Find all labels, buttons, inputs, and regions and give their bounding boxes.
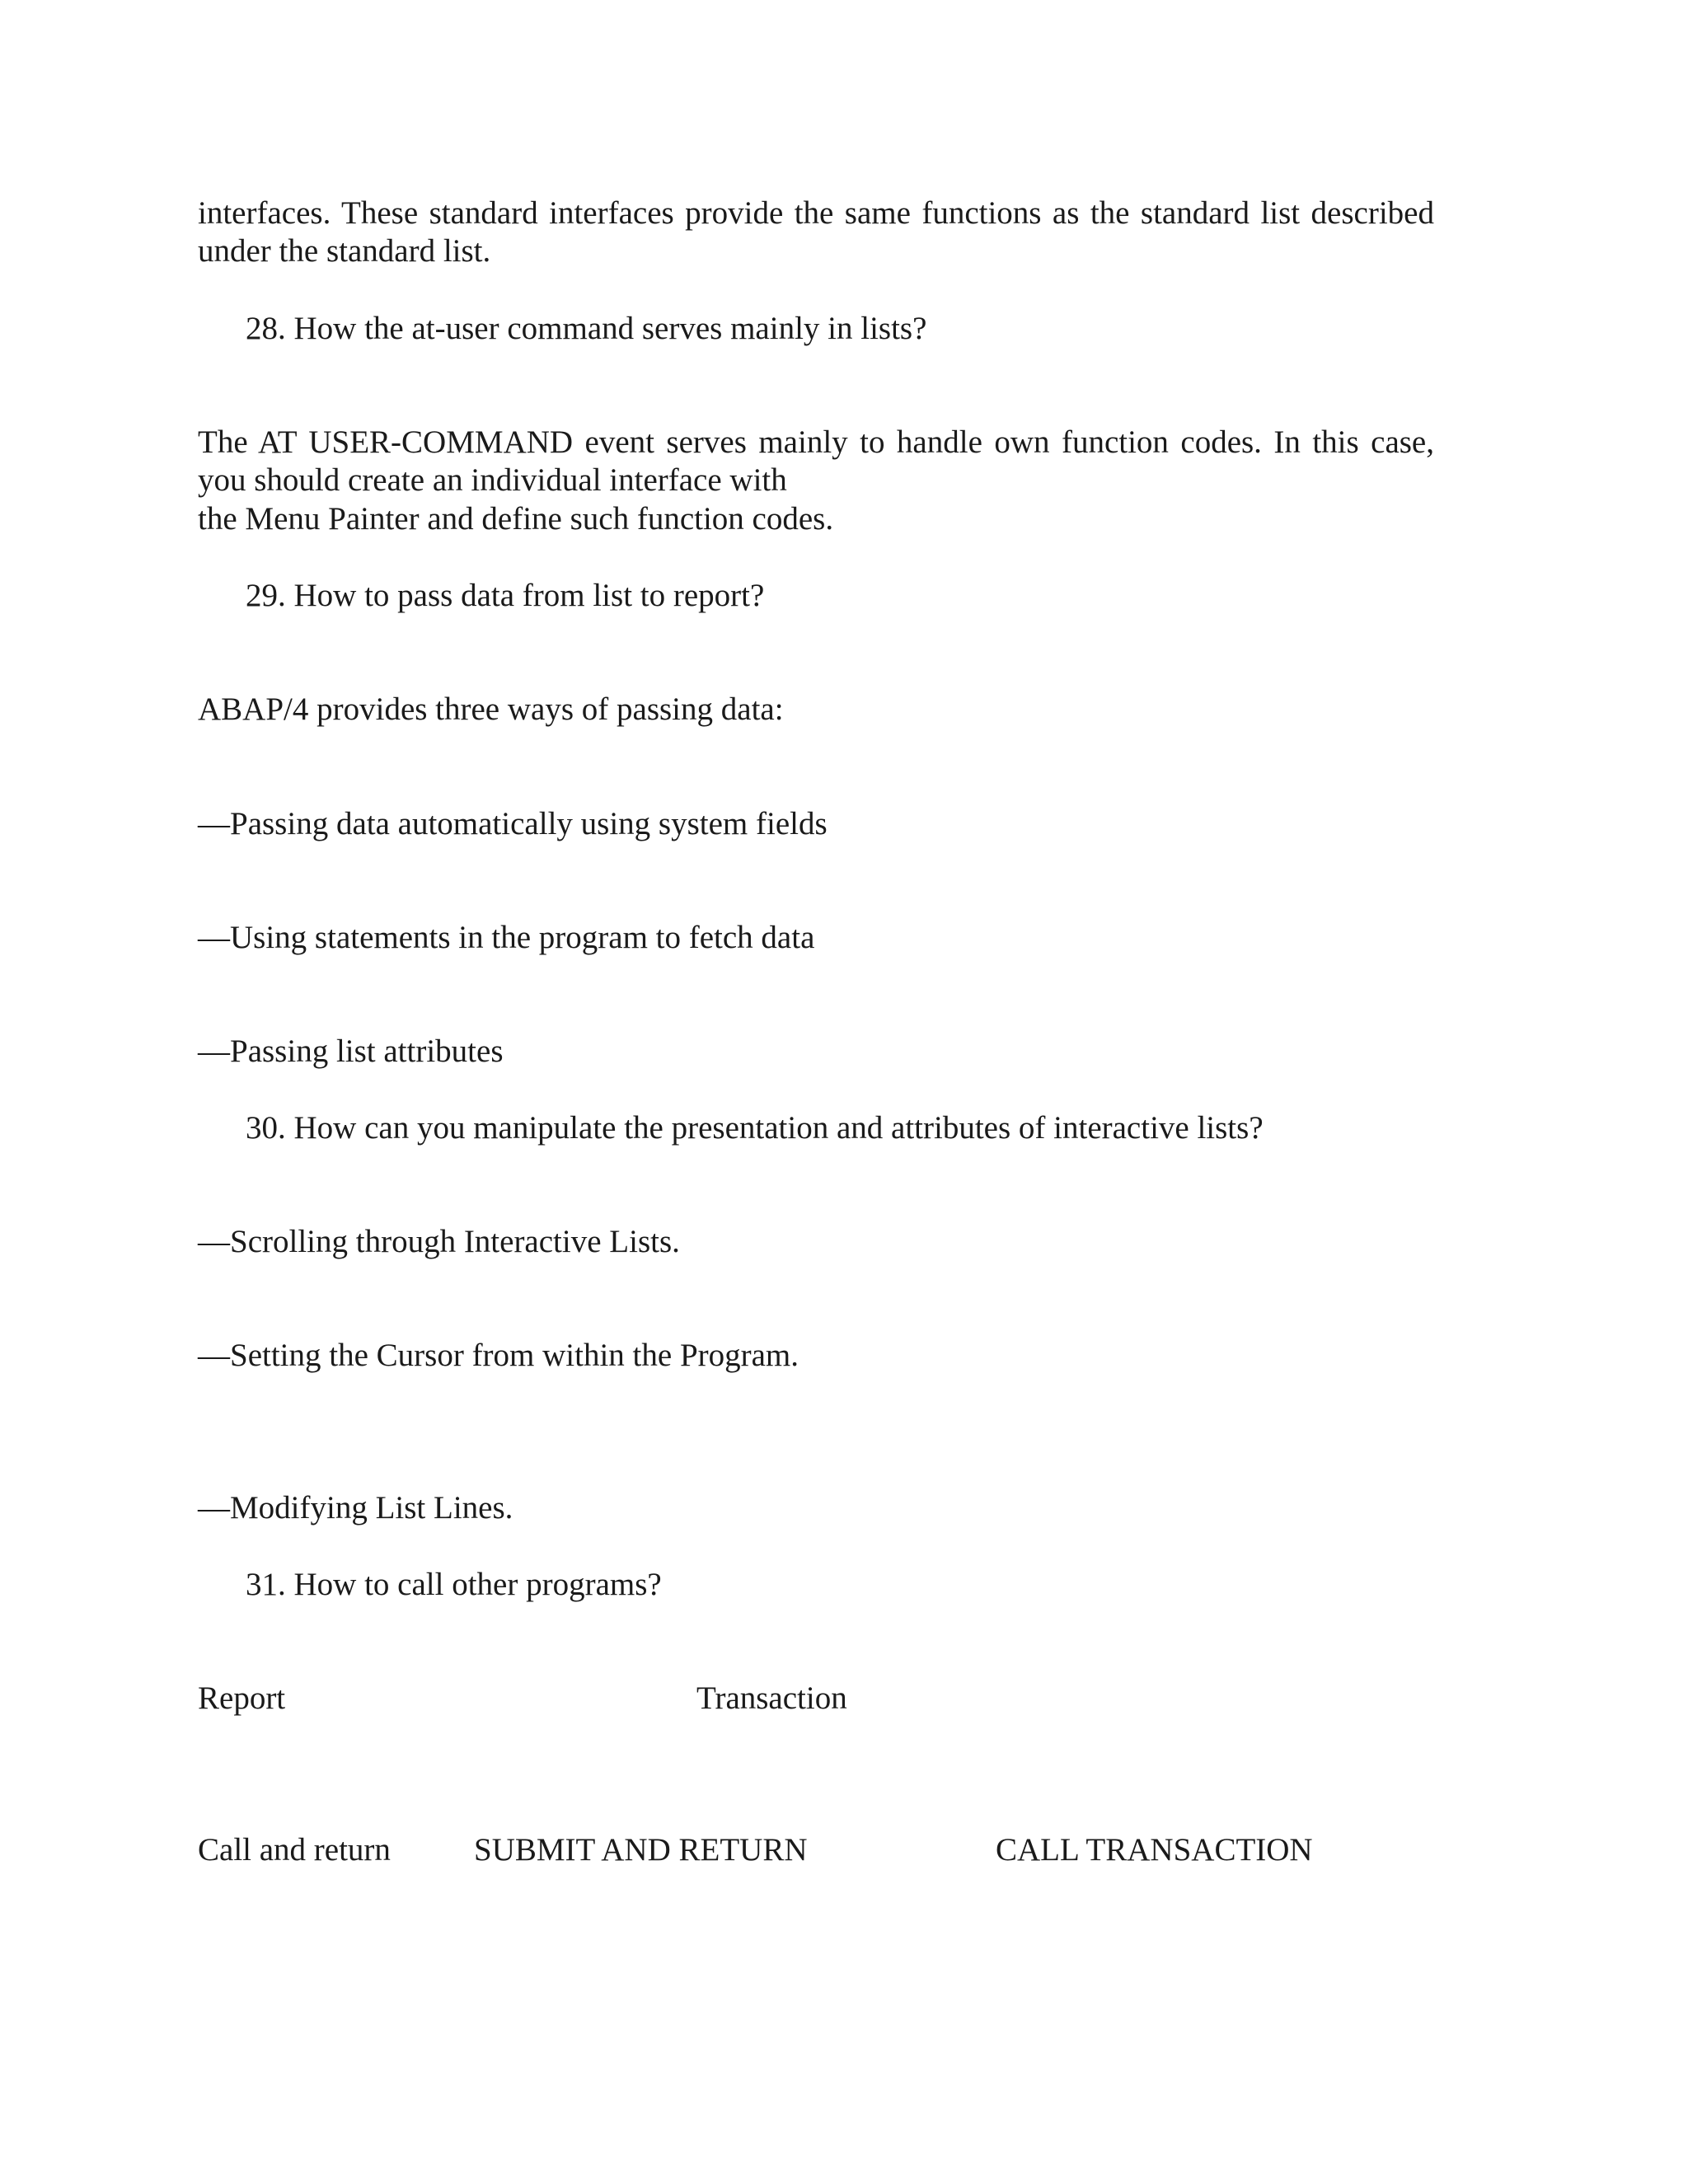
list-item: —Scrolling through Interactive Lists.: [198, 1224, 680, 1259]
question-29: 29. How to pass data from list to report?: [246, 578, 765, 613]
list-item: —Passing list attributes: [198, 1033, 504, 1069]
list-item: —Modifying List Lines.: [198, 1490, 513, 1526]
answer-29-intro: ABAP/4 provides three ways of passing data:: [198, 691, 784, 727]
table-cell-call-and-return: Call and return: [198, 1832, 391, 1868]
question-30: 30. How can you manipulate the presentation and attributes of interactive lists?: [246, 1110, 1264, 1146]
table-cell-call-transaction: CALL TRANSACTION: [996, 1832, 1313, 1868]
answer-28-line-2: you should create an individual interface with: [198, 462, 787, 498]
table-header-transaction: Transaction: [696, 1680, 847, 1716]
table-cell-submit-and-return: SUBMIT AND RETURN: [474, 1832, 808, 1868]
list-item: —Passing data automatically using system fields: [198, 806, 828, 841]
question-28: 28. How the at-user command serves mainly in lists?: [246, 311, 927, 346]
answer-28-line-1: The AT USER-COMMAND event serves mainly to handle own function codes. In this case,: [198, 424, 1434, 460]
list-item: —Using statements in the program to fetch data: [198, 920, 815, 955]
list-item: —Setting the Cursor from within the Program.: [198, 1338, 799, 1373]
intro-line-2: under the standard list.: [198, 233, 491, 269]
answer-28-line-3: the Menu Painter and define such function codes.: [198, 501, 834, 537]
table-header-report: Report: [198, 1680, 286, 1716]
intro-line-1: interfaces. These standard interfaces provide the same functions as the standard list described: [198, 195, 1434, 231]
question-31: 31. How to call other programs?: [246, 1567, 662, 1602]
